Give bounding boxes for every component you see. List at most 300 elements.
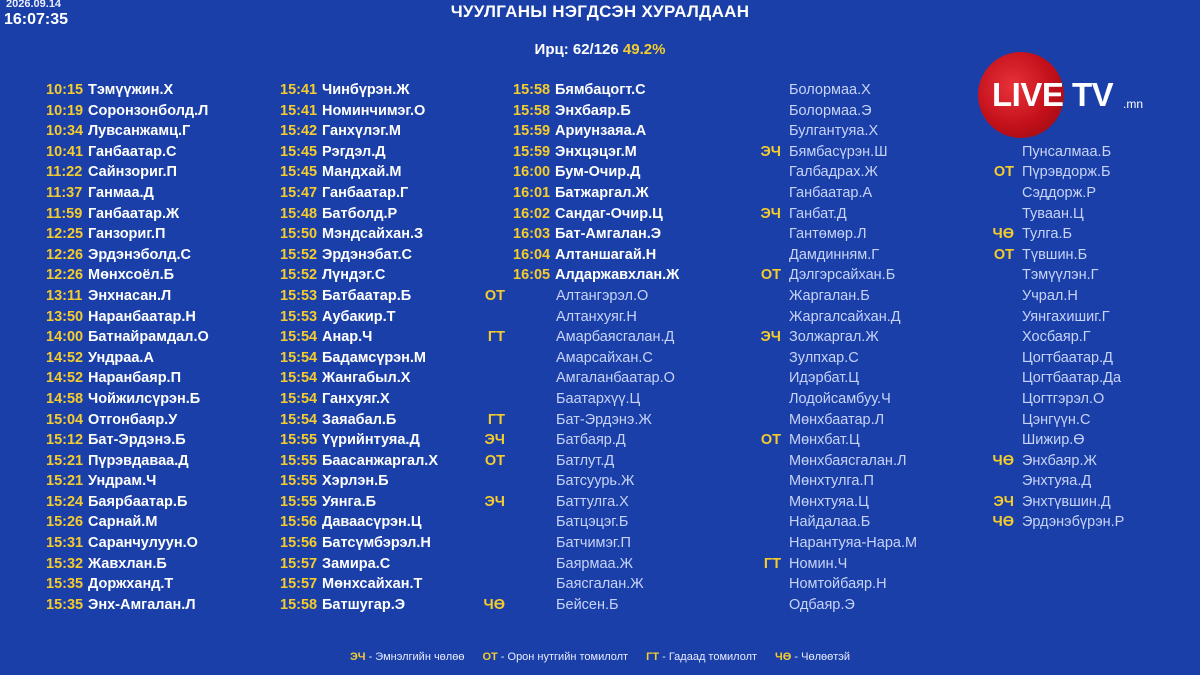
member-name: Ариунзаяа.А: [555, 123, 647, 140]
member-row: [487, 410, 679, 431]
legend-key: ОТ: [482, 651, 498, 663]
member-row: [46, 162, 209, 183]
arrival-time: 10:34: [46, 123, 84, 140]
member-row: [46, 492, 209, 513]
member-row: [789, 307, 917, 328]
member-row: [789, 286, 917, 307]
member-row: [789, 492, 917, 513]
arrival-time: 15:47: [280, 184, 318, 201]
member-row: [992, 512, 1125, 533]
member-name: Зулпхар.С: [789, 349, 859, 366]
member-row: [513, 183, 679, 204]
arrival-time: 15:41: [280, 82, 318, 98]
arrival-time: 15:57: [280, 576, 318, 593]
member-row: [280, 389, 438, 410]
legend-key: ГТ: [646, 651, 660, 663]
member-name: Батчимэг.П: [556, 535, 631, 552]
member-name: Ганмаа.Д: [88, 184, 154, 201]
arrival-time: 15:04: [46, 411, 84, 428]
member-name: Мөнхбаатар.Л: [789, 411, 885, 428]
arrival-time: 15:42: [280, 123, 318, 140]
arrival-time: 13:11: [46, 287, 83, 304]
member-name: Амгаланбаатар.О: [556, 370, 675, 387]
member-name: Доржханд.Т: [88, 576, 174, 593]
member-row: [46, 307, 209, 328]
arrival-time: 15:53: [280, 287, 318, 304]
member-name: Ганбат.Д: [789, 205, 847, 222]
member-name: Баярбаатар.Б: [88, 493, 188, 510]
member-name: Баярмаа.Ж: [556, 555, 634, 572]
member-row: [1022, 410, 1124, 431]
member-name: Ганхүлэг.М: [322, 123, 401, 140]
arrival-time: 14:52: [46, 349, 84, 366]
member-name: Сэддорж.Р: [1022, 184, 1097, 201]
member-name: Эрдэнэболд.С: [88, 246, 191, 263]
member-name: Жаргалан.Б: [789, 287, 870, 304]
member-name: Рэгдэл.Д: [322, 143, 386, 160]
member-name: Батболд.Р: [322, 205, 398, 222]
arrival-time: 16:04: [513, 246, 551, 263]
member-name: Батнайрамдал.О: [88, 329, 209, 346]
member-row: [513, 533, 679, 554]
arrival-time: 15:54: [280, 411, 318, 428]
member-row: [993, 492, 1124, 513]
member-row: [46, 533, 209, 554]
arrival-time: 15:54: [280, 329, 318, 346]
member-name: Ундраа.А: [88, 349, 154, 366]
member-row: [46, 327, 209, 348]
member-name: Алтаншагай.Н: [555, 246, 657, 263]
member-name: Одбаяр.Э: [789, 596, 855, 613]
member-name: Бум-Очир.Д: [555, 164, 641, 181]
absence-tag: ЧӨ: [992, 226, 1014, 243]
member-name: Лодойсамбуу.Ч: [789, 390, 891, 407]
member-name: Отгонбаяр.У: [88, 411, 178, 428]
member-name: Пүрэвдорж.Б: [1022, 164, 1111, 181]
member-name: Түвшин.Б: [1022, 246, 1088, 263]
member-row: [46, 410, 209, 431]
member-row: [1022, 286, 1124, 307]
member-row: [760, 265, 917, 286]
absence-tag: ОТ: [993, 164, 1014, 181]
absence-tag: ГТ: [487, 329, 505, 346]
absence-tag: ОТ: [993, 246, 1014, 263]
member-row: [484, 430, 679, 451]
member-row: [993, 162, 1124, 183]
legend-item: [775, 651, 850, 663]
member-row: [280, 533, 438, 554]
date-label: 2026.09.14: [6, 0, 62, 10]
arrival-time: 15:55: [280, 432, 318, 449]
member-name: Номтойбаяр.Н: [789, 576, 887, 593]
member-row: [992, 224, 1124, 245]
member-row: [789, 368, 917, 389]
member-name: Аубакир.Т: [322, 308, 396, 325]
member-row: [789, 183, 917, 204]
member-name: Лүндэг.С: [322, 267, 386, 284]
member-name: Чинбүрэн.Ж: [322, 82, 410, 98]
livetv-logo: [975, 52, 1145, 140]
member-row: [280, 245, 438, 266]
arrival-time: 15:52: [280, 246, 318, 263]
member-row: [46, 121, 209, 142]
legend-label: - Гадаад томилолт: [659, 651, 758, 663]
member-name: Тулга.Б: [1022, 226, 1073, 243]
member-name: Саранчулуун.О: [88, 535, 198, 552]
absence-tag: ГТ: [487, 411, 505, 428]
member-row: [789, 471, 917, 492]
member-row: [46, 574, 209, 595]
member-row: [1022, 204, 1124, 225]
member-name: Энхтуяа.Д: [1022, 473, 1092, 490]
member-name: Номин.Ч: [789, 555, 848, 572]
member-name: Мөнхбаясгалан.Л: [789, 452, 907, 469]
member-row: [46, 204, 209, 225]
arrival-time: 15:55: [280, 473, 318, 490]
member-row: [789, 224, 917, 245]
member-row: [46, 348, 209, 369]
member-name: Соронзонболд.Л: [88, 102, 209, 119]
arrival-time: 15:31: [46, 535, 84, 552]
logo-suffix: .mn: [1123, 97, 1144, 111]
member-name: Энхбаяр.Б: [555, 102, 631, 119]
arrival-time: 15:41: [280, 102, 318, 119]
member-row: [487, 327, 679, 348]
member-name: Батжаргал.Ж: [555, 184, 649, 201]
arrival-time: 15:58: [513, 102, 551, 119]
member-row: [280, 286, 438, 307]
member-row: [46, 471, 209, 492]
member-row: [513, 224, 679, 245]
arrival-time: 15:24: [46, 493, 84, 510]
member-row: [46, 512, 209, 533]
member-name: Бат-Эрдэнэ.Б: [88, 432, 186, 449]
member-row: [763, 554, 917, 575]
member-row: [1022, 183, 1124, 204]
member-row: [513, 265, 679, 286]
arrival-time: 15:58: [513, 82, 551, 98]
member-row: [513, 348, 679, 369]
member-row: [280, 430, 438, 451]
member-name: Болормаа.Э: [789, 102, 872, 119]
member-row: [280, 307, 438, 328]
member-row: [280, 142, 438, 163]
member-name: Энхнасан.Л: [88, 287, 172, 304]
member-row: [789, 101, 917, 122]
arrival-time: 16:01: [513, 184, 551, 201]
member-name: Найдалаа.Б: [789, 514, 871, 531]
member-row: [46, 554, 209, 575]
member-name: Батбаяр.Д: [556, 432, 626, 449]
member-name: Болормаа.Х: [789, 82, 871, 98]
member-row: [280, 368, 438, 389]
member-row: [760, 327, 917, 348]
member-name: Бейсен.Б: [556, 596, 619, 613]
arrival-time: 15:54: [280, 349, 318, 366]
member-row: [280, 327, 438, 348]
member-row: [513, 142, 679, 163]
member-name: Мөнхсайхан.Т: [322, 576, 423, 593]
arrival-time: 13:50: [46, 308, 84, 325]
arrival-time: 15:58: [280, 596, 318, 613]
roster-column-2: [280, 80, 438, 615]
arrival-time: 11:59: [46, 205, 83, 222]
member-row: [280, 574, 438, 595]
member-row: [513, 245, 679, 266]
arrival-time: 15:12: [46, 432, 84, 449]
absence-tag: ЭЧ: [760, 143, 781, 160]
member-name: Бадамсүрэн.М: [322, 349, 426, 366]
member-name: Мөнхбат.Ц: [789, 432, 860, 449]
member-row: [513, 121, 679, 142]
member-name: Цэнгүүн.С: [1022, 411, 1091, 428]
member-name: Уянга.Б: [322, 493, 377, 510]
member-row: [789, 245, 917, 266]
legend-item: [646, 651, 757, 663]
member-name: Баттулга.Х: [556, 493, 629, 510]
arrival-time: 15:59: [513, 143, 551, 160]
member-name: Мөнхсоёл.Б: [88, 267, 175, 284]
member-row: [1022, 142, 1124, 163]
member-row: [789, 348, 917, 369]
member-name: Батбаатар.Б: [322, 287, 412, 304]
member-name: Цогтбаатар.Да: [1022, 370, 1122, 387]
member-row: [46, 101, 209, 122]
member-name: Амарбаясгалан.Д: [556, 329, 675, 346]
member-name: Алтангэрэл.О: [556, 287, 649, 304]
member-name: Жаргалсайхан.Д: [789, 308, 901, 325]
arrival-time: 15:35: [46, 576, 84, 593]
arrival-time: 15:54: [280, 370, 318, 387]
member-row: [1022, 265, 1124, 286]
arrival-time: 15:48: [280, 205, 318, 222]
member-row: [46, 389, 209, 410]
absence-tag: ЭЧ: [760, 329, 781, 346]
arrival-time: 15:45: [280, 143, 318, 160]
member-name: Эрдэнэбүрэн.Р: [1022, 514, 1125, 531]
member-name: Мэндсайхан.З: [322, 226, 424, 243]
absence-tag: ЧӨ: [992, 514, 1014, 531]
arrival-time: 15:54: [280, 390, 318, 407]
roster-column-5: [992, 80, 1125, 533]
member-name: Энх-Амгалан.Л: [88, 596, 196, 613]
arrival-time: 15:56: [280, 535, 318, 552]
member-row: [280, 348, 438, 369]
arrival-time: 14:52: [46, 370, 84, 387]
member-row: [1022, 368, 1124, 389]
member-name: Батсүмбэрэл.Н: [322, 535, 431, 552]
member-row: [513, 574, 679, 595]
arrival-time: 11:37: [46, 184, 83, 201]
member-row: [1022, 430, 1124, 451]
absence-tag: ОТ: [484, 287, 505, 304]
member-row: [513, 389, 679, 410]
member-row: [513, 204, 679, 225]
member-name: Үүрийнтуяа.Д: [322, 432, 420, 449]
absence-tag: ЭЧ: [993, 493, 1014, 510]
member-row: [280, 512, 438, 533]
member-row: [1022, 348, 1124, 369]
legend-key: ЭЧ: [349, 651, 366, 663]
session-title: ЧУУЛГАНЫ НЭГДСЭН ХУРАЛДААН: [450, 2, 750, 21]
member-row: [280, 595, 438, 616]
member-name: Энхцэцэг.М: [555, 143, 637, 160]
absence-tag: ЭЧ: [484, 493, 505, 510]
member-name: Жангабыл.Х: [322, 370, 411, 387]
member-row: [280, 224, 438, 245]
arrival-time: 11:22: [46, 164, 83, 181]
absence-tag: ЭЧ: [484, 432, 505, 449]
status-legend: [0, 651, 1200, 663]
arrival-time: 16:03: [513, 226, 551, 243]
arrival-time: 16:02: [513, 205, 551, 222]
member-row: [789, 512, 917, 533]
member-name: Жавхлан.Б: [88, 555, 167, 572]
member-row: [1022, 307, 1124, 328]
member-row: [993, 245, 1124, 266]
member-name: Ганхуяг.Х: [322, 390, 390, 407]
member-name: Пүрэвдаваа.Д: [88, 452, 189, 469]
member-row: [513, 471, 679, 492]
arrival-time: 16:05: [513, 267, 551, 284]
member-name: Шижир.Ө: [1022, 432, 1085, 449]
member-name: Ганбаатар.С: [88, 143, 177, 160]
member-row: [280, 121, 438, 142]
member-row: [789, 410, 917, 431]
arrival-time: 15:26: [46, 514, 84, 531]
member-row: [513, 554, 679, 575]
arrival-time: 15:52: [280, 267, 318, 284]
member-name: Баясгалан.Ж: [556, 576, 644, 593]
member-row: [789, 121, 917, 142]
member-row: [1022, 327, 1124, 348]
member-name: Лувсанжамц.Г: [88, 123, 191, 140]
member-name: Чойжилсүрэн.Б: [88, 390, 201, 407]
member-row: [280, 183, 438, 204]
member-name: Тэмүүжин.Х: [88, 82, 174, 98]
member-row: [280, 471, 438, 492]
arrival-time: 15:53: [280, 308, 318, 325]
member-row: [760, 430, 917, 451]
member-row: [280, 162, 438, 183]
member-name: Уянгахишиг.Г: [1022, 308, 1110, 325]
member-row: [484, 451, 679, 472]
member-name: Ундрам.Ч: [88, 473, 157, 490]
member-name: Нарантуяа-Нара.М: [789, 535, 918, 552]
member-name: Баасанжаргал.Х: [322, 452, 439, 469]
member-row: [760, 204, 917, 225]
member-row: [992, 451, 1124, 472]
member-name: Бат-Эрдэнэ.Ж: [556, 411, 652, 428]
member-name: Наранбаяр.П: [88, 370, 182, 387]
member-row: [46, 245, 209, 266]
member-row: [789, 80, 917, 101]
member-row: [513, 307, 679, 328]
roster-column-1: [46, 80, 209, 615]
absence-tag: ОТ: [484, 452, 505, 469]
member-name: Ганбаатар.Г: [322, 184, 409, 201]
member-name: Золжаргал.Ж: [789, 329, 879, 346]
member-row: [789, 162, 917, 183]
member-name: Булгантуяа.Х: [789, 123, 879, 140]
member-name: Заяабал.Б: [322, 411, 397, 428]
member-name: Номинчимэг.О: [322, 102, 426, 119]
member-row: [46, 142, 209, 163]
member-row: [513, 80, 679, 101]
member-name: Хэрлэн.Б: [322, 473, 389, 490]
arrival-time: 15:45: [280, 164, 318, 181]
member-name: Даваасүрэн.Ц: [322, 514, 422, 531]
arrival-time: 10:41: [46, 143, 84, 160]
member-row: [280, 80, 438, 101]
member-name: Эрдэнэбат.С: [322, 246, 412, 263]
clock-time: 16:07:35: [4, 11, 69, 28]
member-name: Энхбаяр.Ж: [1022, 452, 1097, 469]
member-row: [789, 595, 917, 616]
member-name: Батцэцэг.Б: [556, 514, 629, 531]
legend-key: ЧӨ: [775, 651, 792, 663]
member-row: [513, 512, 679, 533]
member-name: Амарсайхан.С: [556, 349, 653, 366]
arrival-time: 15:21: [46, 473, 84, 490]
arrival-time: 15:55: [280, 452, 318, 469]
absence-tag: ЧӨ: [483, 596, 505, 613]
arrival-time: 16:00: [513, 164, 551, 181]
member-row: [46, 183, 209, 204]
member-row: [280, 410, 438, 431]
absence-tag: ЭЧ: [760, 205, 781, 222]
member-name: Наранбаатар.Н: [88, 308, 196, 325]
member-row: [280, 265, 438, 286]
member-row: [789, 389, 917, 410]
member-row: [484, 286, 679, 307]
member-row: [513, 368, 679, 389]
absence-tag: ГТ: [763, 555, 781, 572]
member-name: Дамдинням.Г: [789, 246, 880, 263]
absence-tag: ОТ: [760, 432, 781, 449]
roster-column-3: [483, 80, 680, 615]
legend-label: - Эмнэлгийн чөлөө: [365, 651, 465, 663]
member-row: [484, 492, 679, 513]
member-name: Дэлгэрсайхан.Б: [789, 267, 896, 284]
arrival-time: 15:59: [513, 123, 551, 140]
member-row: [483, 595, 679, 616]
attendance-percent: 49.2%: [622, 41, 666, 58]
logo-text: LIVE TV: [992, 76, 1114, 113]
legend-item: [482, 651, 628, 663]
arrival-time: 15:56: [280, 514, 318, 531]
member-row: [280, 101, 438, 122]
member-name: Батлут.Д: [556, 452, 615, 469]
arrival-time: 15:21: [46, 452, 84, 469]
member-name: Пунсалмаа.Б: [1022, 143, 1112, 160]
member-name: Батшугар.Э: [322, 596, 406, 613]
member-name: Цогтгэрэл.О: [1022, 390, 1105, 407]
arrival-time: 15:57: [280, 555, 318, 572]
member-row: [280, 554, 438, 575]
member-row: [46, 451, 209, 472]
arrival-time: 10:19: [46, 102, 84, 119]
legend-label: - Чөлөөтэй: [791, 651, 851, 663]
member-row: [46, 286, 209, 307]
member-name: Замира.С: [322, 555, 391, 572]
member-name: Сандаг-Очир.Ц: [555, 205, 663, 222]
member-name: Мандхай.М: [322, 164, 402, 181]
legend-item: [350, 651, 464, 663]
member-name: Учрал.Н: [1022, 287, 1078, 304]
arrival-time: 12:25: [46, 226, 84, 243]
arrival-time: 14:58: [46, 390, 84, 407]
